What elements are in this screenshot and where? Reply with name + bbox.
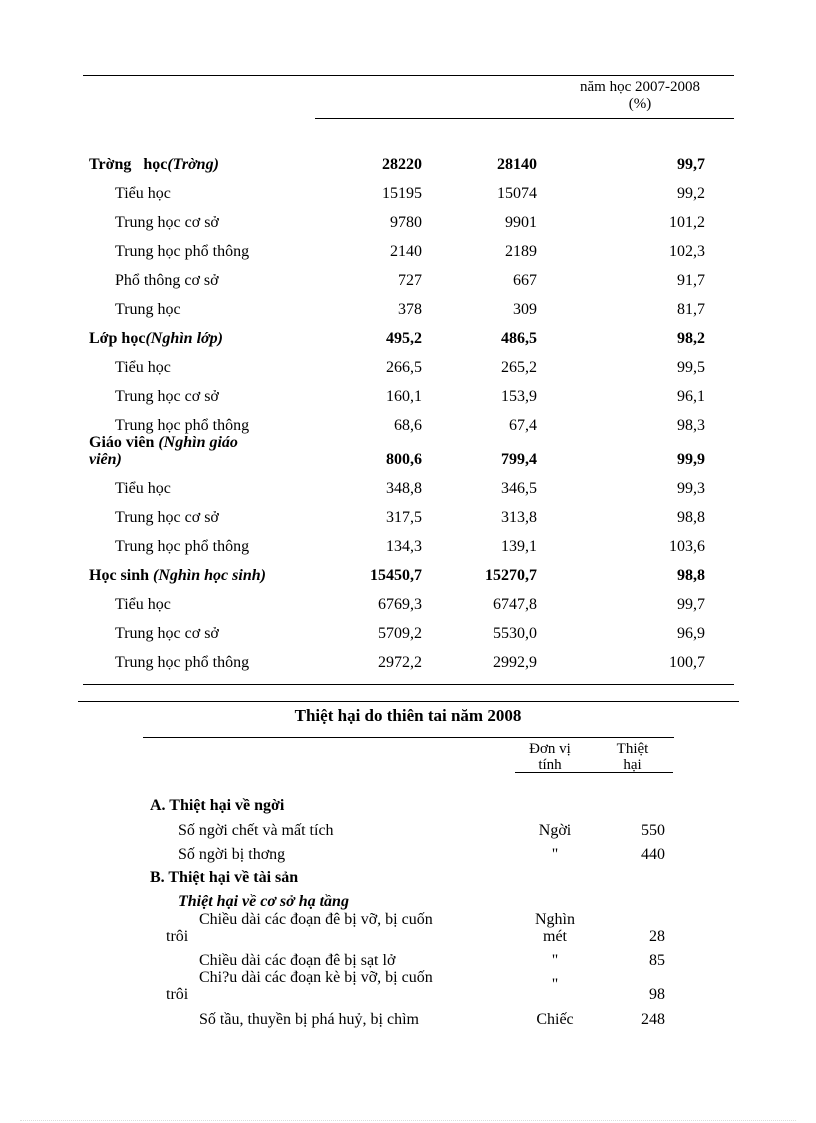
table2-header-rule bbox=[143, 737, 674, 738]
row-label: Trung học phổ thông bbox=[115, 417, 250, 434]
value-cell: 266,5 bbox=[386, 359, 422, 376]
table-row bbox=[0, 654, 816, 674]
row-label: Trung học cơ sở bbox=[115, 625, 219, 642]
value-cell: 15195 bbox=[382, 185, 422, 202]
value-cell: 96,9 bbox=[677, 625, 705, 642]
value-cell: 6769,3 bbox=[378, 596, 422, 613]
section-b-heading: B. Thiệt hại về tài sản bbox=[150, 869, 299, 886]
value-cell: 99,7 bbox=[677, 596, 705, 613]
item-value: 85 bbox=[649, 952, 665, 969]
table-row bbox=[0, 480, 816, 500]
item-value: 28 bbox=[649, 928, 665, 945]
item-unit: Chiếc bbox=[536, 1011, 574, 1028]
value-cell: 800,6 bbox=[386, 451, 422, 468]
value-cell: 6747,8 bbox=[493, 596, 537, 613]
value-cell: 667 bbox=[513, 272, 537, 289]
value-cell: 2140 bbox=[390, 243, 422, 260]
value-cell: 153,9 bbox=[501, 388, 537, 405]
table-row bbox=[0, 388, 816, 408]
column-header-value-line2: hại bbox=[623, 757, 642, 773]
row-unit: (Trờng) bbox=[167, 156, 219, 173]
value-cell: 98,3 bbox=[677, 417, 705, 434]
row-label: Trung học cơ sở bbox=[115, 214, 219, 231]
table-row bbox=[0, 451, 816, 471]
row-label: Trờng bbox=[89, 156, 132, 173]
value-cell: 317,5 bbox=[386, 509, 422, 526]
value-cell: 67,4 bbox=[509, 417, 537, 434]
row-label: Trung học cơ sở bbox=[115, 388, 219, 405]
item-label: Số ngời bị thơng bbox=[178, 846, 286, 863]
table2-title: Thiệt hại do thiên tai năm 2008 bbox=[294, 706, 522, 725]
value-cell: 99,2 bbox=[677, 185, 705, 202]
row-label: Tiểu học bbox=[115, 596, 171, 613]
table-row bbox=[0, 538, 816, 558]
item-value: 248 bbox=[641, 1011, 665, 1028]
value-cell: 134,3 bbox=[386, 538, 422, 555]
item-unit bbox=[520, 911, 590, 945]
column-header-value-line1: Thiệt bbox=[616, 741, 649, 757]
value-cell: 15074 bbox=[497, 185, 537, 202]
row-label: Lớp học bbox=[89, 330, 146, 347]
item-unit: " bbox=[551, 976, 559, 993]
value-cell: 98,8 bbox=[677, 509, 705, 526]
value-cell: 9780 bbox=[390, 214, 422, 231]
value-cell: 265,2 bbox=[501, 359, 537, 376]
item-unit: " bbox=[551, 846, 559, 863]
value-cell: 98,2 bbox=[677, 330, 705, 347]
item-unit: Ngời bbox=[538, 822, 572, 839]
value-cell: 68,6 bbox=[394, 417, 422, 434]
row-label: Trung học phổ thông bbox=[115, 538, 250, 555]
section-a-heading: A. Thiệt hại về ngời bbox=[150, 797, 285, 814]
value-cell: 160,1 bbox=[386, 388, 422, 405]
item-unit: " bbox=[551, 952, 559, 969]
table1-bottom-rule bbox=[83, 684, 734, 685]
header-rule bbox=[315, 118, 734, 119]
row-label: Trung học bbox=[115, 301, 181, 318]
item-label: Số ngời chết và mất tích bbox=[178, 822, 334, 839]
table2-top-rule bbox=[78, 701, 739, 702]
row-label: Tiểu học bbox=[115, 480, 171, 497]
item-unit-line1: Nghìn bbox=[535, 911, 575, 928]
row-label: Trung học cơ sở bbox=[115, 509, 219, 526]
column-header-label: năm học 2007-2008 bbox=[580, 79, 700, 95]
value-cell: 2972,2 bbox=[378, 654, 422, 671]
page-bottom-edge bbox=[20, 1120, 796, 1121]
value-cell: 313,8 bbox=[501, 509, 537, 526]
item-value: 550 bbox=[641, 822, 665, 839]
table-row bbox=[0, 272, 816, 292]
value-cell: 139,1 bbox=[501, 538, 537, 555]
value-cell: 98,8 bbox=[677, 567, 705, 584]
column-header-percent bbox=[545, 80, 735, 112]
value-cell: 799,4 bbox=[501, 451, 537, 468]
table-row bbox=[0, 214, 816, 234]
column-header-unit-line2: tính bbox=[538, 757, 562, 773]
row-label: Tiểu học bbox=[115, 185, 171, 202]
table-row bbox=[0, 359, 816, 379]
value-cell: 486,5 bbox=[501, 330, 537, 347]
row-unit: (Nghìn lớp) bbox=[145, 330, 223, 347]
value-cell: 102,3 bbox=[669, 243, 705, 260]
row-unit: (Nghìn học sinh) bbox=[153, 567, 266, 584]
column-header-value bbox=[600, 741, 665, 773]
value-cell: 727 bbox=[398, 272, 422, 289]
value-cell: 309 bbox=[513, 301, 537, 318]
value-cell: 378 bbox=[398, 301, 422, 318]
column-header-unit bbox=[515, 741, 585, 773]
item-label: Chiều dài các đoạn đê bị sạt lở bbox=[199, 952, 396, 969]
item-label-cont: trôi bbox=[166, 928, 189, 945]
top-rule bbox=[83, 75, 734, 76]
value-cell: 348,8 bbox=[386, 480, 422, 497]
item-value: 440 bbox=[641, 846, 665, 863]
item-label: Số tầu, thuyền bị phá huỷ, bị chìm bbox=[199, 1011, 419, 1028]
item-value: 98 bbox=[649, 986, 665, 1003]
table-row bbox=[0, 625, 816, 645]
table-row bbox=[0, 509, 816, 529]
table-row bbox=[0, 185, 816, 205]
section-b-subheading: Thiệt hại về cơ sở hạ tầng bbox=[178, 893, 349, 910]
column-header-unit: (%) bbox=[628, 96, 652, 112]
item-unit-line2: mét bbox=[543, 928, 567, 945]
value-cell: 2189 bbox=[505, 243, 537, 260]
table-row bbox=[0, 567, 816, 587]
value-cell: 28220 bbox=[382, 156, 422, 173]
row-unit: (Nghìn giáo bbox=[158, 434, 238, 451]
item-label: Chi?u dài các đoạn kè bị vỡ, bị cuốn bbox=[199, 969, 433, 986]
row-label: Trung học phổ thông bbox=[115, 243, 250, 260]
row-label: Tiểu học bbox=[115, 359, 171, 376]
value-cell: 15270,7 bbox=[485, 567, 537, 584]
value-cell: 101,2 bbox=[669, 214, 705, 231]
table-row bbox=[0, 243, 816, 263]
value-cell: 91,7 bbox=[677, 272, 705, 289]
item-label-cont: trôi bbox=[166, 986, 189, 1003]
value-cell: 5709,2 bbox=[378, 625, 422, 642]
value-cell: 28140 bbox=[497, 156, 537, 173]
value-cell: 99,7 bbox=[677, 156, 705, 173]
table2-subheader-rule bbox=[515, 772, 673, 773]
value-cell: 99,3 bbox=[677, 480, 705, 497]
value-cell: 5530,0 bbox=[493, 625, 537, 642]
value-cell: 81,7 bbox=[677, 301, 705, 318]
item-label: Chiều dài các đoạn đê bị vỡ, bị cuốn bbox=[199, 911, 433, 928]
table-row: Trờng học(Trờng) 28220 28140 99,7 bbox=[89, 156, 705, 173]
table-row bbox=[0, 330, 816, 350]
list-item-multiline bbox=[166, 911, 433, 945]
value-cell: 100,7 bbox=[669, 654, 705, 671]
value-cell: 99,9 bbox=[677, 451, 705, 468]
value-cell: 346,5 bbox=[501, 480, 537, 497]
table-row bbox=[0, 301, 816, 321]
row-label: Giáo viên bbox=[89, 434, 155, 451]
column-header-unit-line1: Đơn vị bbox=[529, 741, 571, 757]
table-row bbox=[0, 596, 816, 616]
value-cell: 2992,9 bbox=[493, 654, 537, 671]
list-item-multiline bbox=[166, 969, 433, 1003]
value-cell: 9901 bbox=[505, 214, 537, 231]
row-label: Học sinh bbox=[89, 567, 150, 584]
row-label: Phổ thông cơ sở bbox=[115, 272, 219, 289]
row-unit-cont: viên) bbox=[89, 451, 122, 468]
value-cell: 99,5 bbox=[677, 359, 705, 376]
value-cell: 495,2 bbox=[386, 330, 422, 347]
value-cell: 103,6 bbox=[669, 538, 705, 555]
value-cell: 96,1 bbox=[677, 388, 705, 405]
row-label: Trung học phổ thông bbox=[115, 654, 250, 671]
value-cell: 15450,7 bbox=[370, 567, 422, 584]
